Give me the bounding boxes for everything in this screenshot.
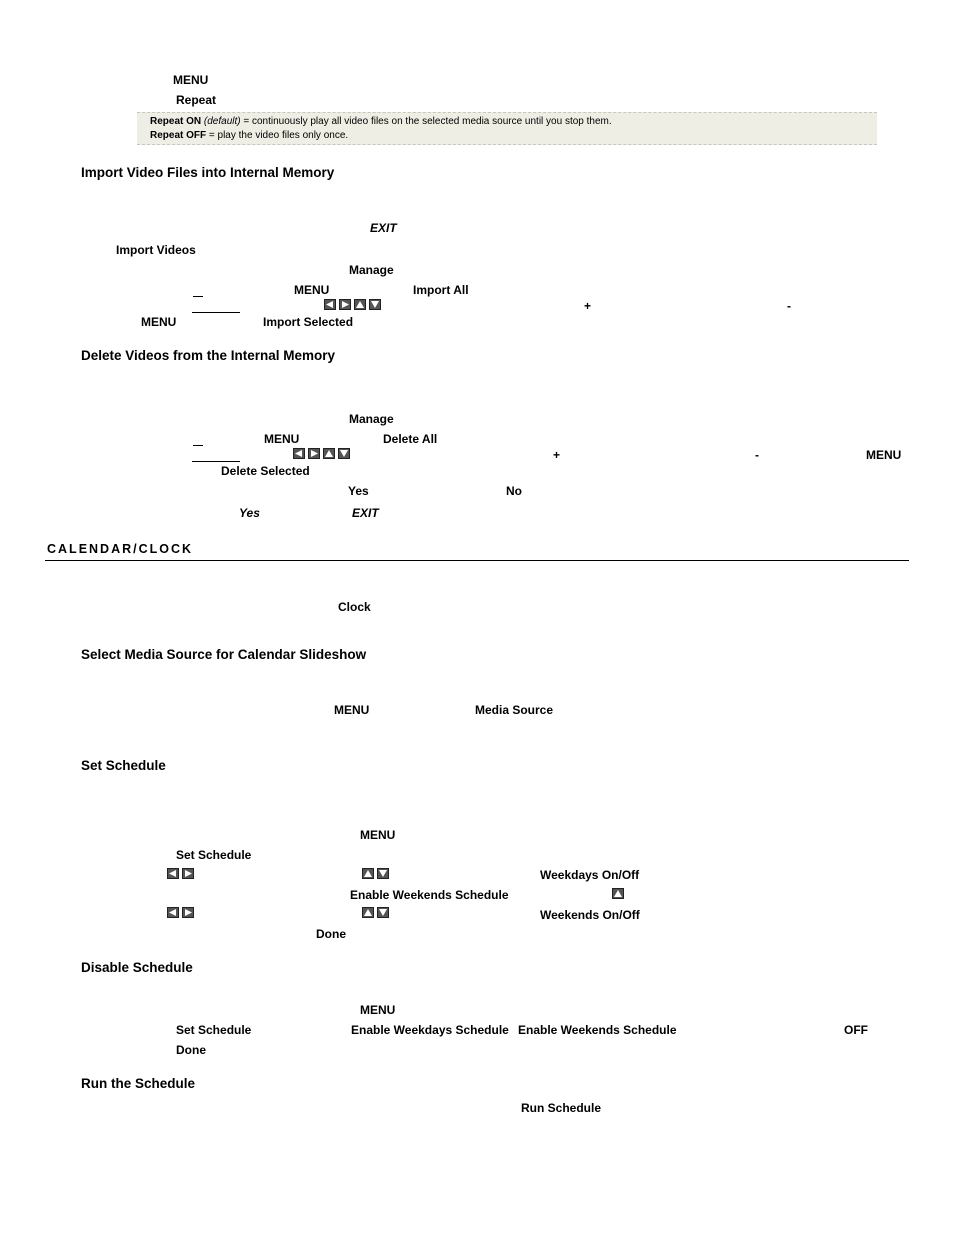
left-arrow-icon [167,907,179,918]
menu-label: MENU [866,448,902,462]
yes-label: Yes [348,484,369,498]
underline [193,445,203,446]
underline [193,296,203,297]
right-arrow-icon [182,868,194,879]
enable-weekends-label: Enable Weekends Schedule [350,888,509,902]
import-heading: Import Video Files into Internal Memory [81,165,335,180]
up-arrow-icon [354,299,366,310]
repeat-off-label: Repeat OFF [150,130,207,141]
down-arrow-icon [377,907,389,918]
weekdays-onoff-label: Weekdays On/Off [540,868,640,882]
left-arrow-icon [324,299,336,310]
repeat-note [137,112,877,145]
exit-label: EXIT [370,221,397,235]
set-schedule-label: Set Schedule [176,1023,252,1037]
menu-label: MENU [173,73,209,87]
menu-label: MENU [294,283,330,297]
right-arrow-icon [339,299,351,310]
off-label: OFF [844,1023,868,1037]
nav-buttons [362,868,389,879]
clock-label: Clock [338,600,371,614]
set-schedule-heading: Set Schedule [81,758,166,773]
run-schedule-label: Run Schedule [521,1101,602,1115]
manage-label: Manage [349,412,394,426]
repeat-on-text: = continuously play all video files on the selected media source until you stop them. [240,116,612,127]
up-arrow-icon [323,448,335,459]
menu-label: MENU [264,432,300,446]
up-arrow-icon [362,868,374,879]
menu-label: MENU [141,315,177,329]
media-source-label: Media Source [475,703,554,717]
manage-label: Manage [349,263,394,277]
set-schedule-label: Set Schedule [176,848,252,862]
repeat-on-default: (default) [203,116,241,127]
enable-weekdays-label: Enable Weekdays Schedule [351,1023,509,1037]
no-label: No [506,484,522,498]
done-label: Done [316,927,346,941]
nav-buttons [324,299,381,310]
nav-buttons [293,448,350,459]
left-arrow-icon [167,868,179,879]
down-arrow-icon [377,868,389,879]
weekends-onoff-label: Weekends On/Off [540,908,640,922]
right-arrow-icon [182,907,194,918]
nav-buttons [362,907,389,918]
import-videos-label: Import Videos [116,243,196,257]
underline [192,461,240,462]
section-divider [45,560,909,561]
plus-sign: + [584,299,592,313]
yes-italic-label: Yes [239,506,260,520]
delete-selected-label: Delete Selected [221,464,310,478]
nav-buttons [167,907,194,918]
delete-heading: Delete Videos from the Internal Memory [81,348,336,363]
exit-label: EXIT [352,506,379,520]
repeat-on-label: Repeat ON [150,116,202,127]
run-schedule-heading: Run the Schedule [81,1076,196,1091]
repeat-label: Repeat [176,93,217,107]
left-arrow-icon [293,448,305,459]
disable-schedule-heading: Disable Schedule [81,960,193,975]
up-arrow-icon [362,907,374,918]
right-arrow-icon [308,448,320,459]
down-arrow-icon [338,448,350,459]
repeat-off-text: = play the video files only once. [206,130,349,141]
up-arrow-icon [612,888,624,899]
import-selected-label: Import Selected [263,315,354,329]
enable-weekends-label: Enable Weekends Schedule [518,1023,677,1037]
menu-label: MENU [360,1003,396,1017]
nav-buttons [612,888,624,899]
down-arrow-icon [369,299,381,310]
import-all-label: Import All [413,283,469,297]
menu-label: MENU [360,828,396,842]
minus-sign: - [787,299,791,313]
done-label: Done [176,1043,206,1057]
section-title: CALENDAR/CLOCK [47,542,194,556]
menu-label: MENU [334,703,370,717]
media-source-heading: Select Media Source for Calendar Slideshow [81,647,367,662]
underline [192,312,240,313]
nav-buttons [167,868,194,879]
plus-sign: + [553,448,561,462]
delete-all-label: Delete All [383,432,438,446]
minus-sign: - [755,448,759,462]
